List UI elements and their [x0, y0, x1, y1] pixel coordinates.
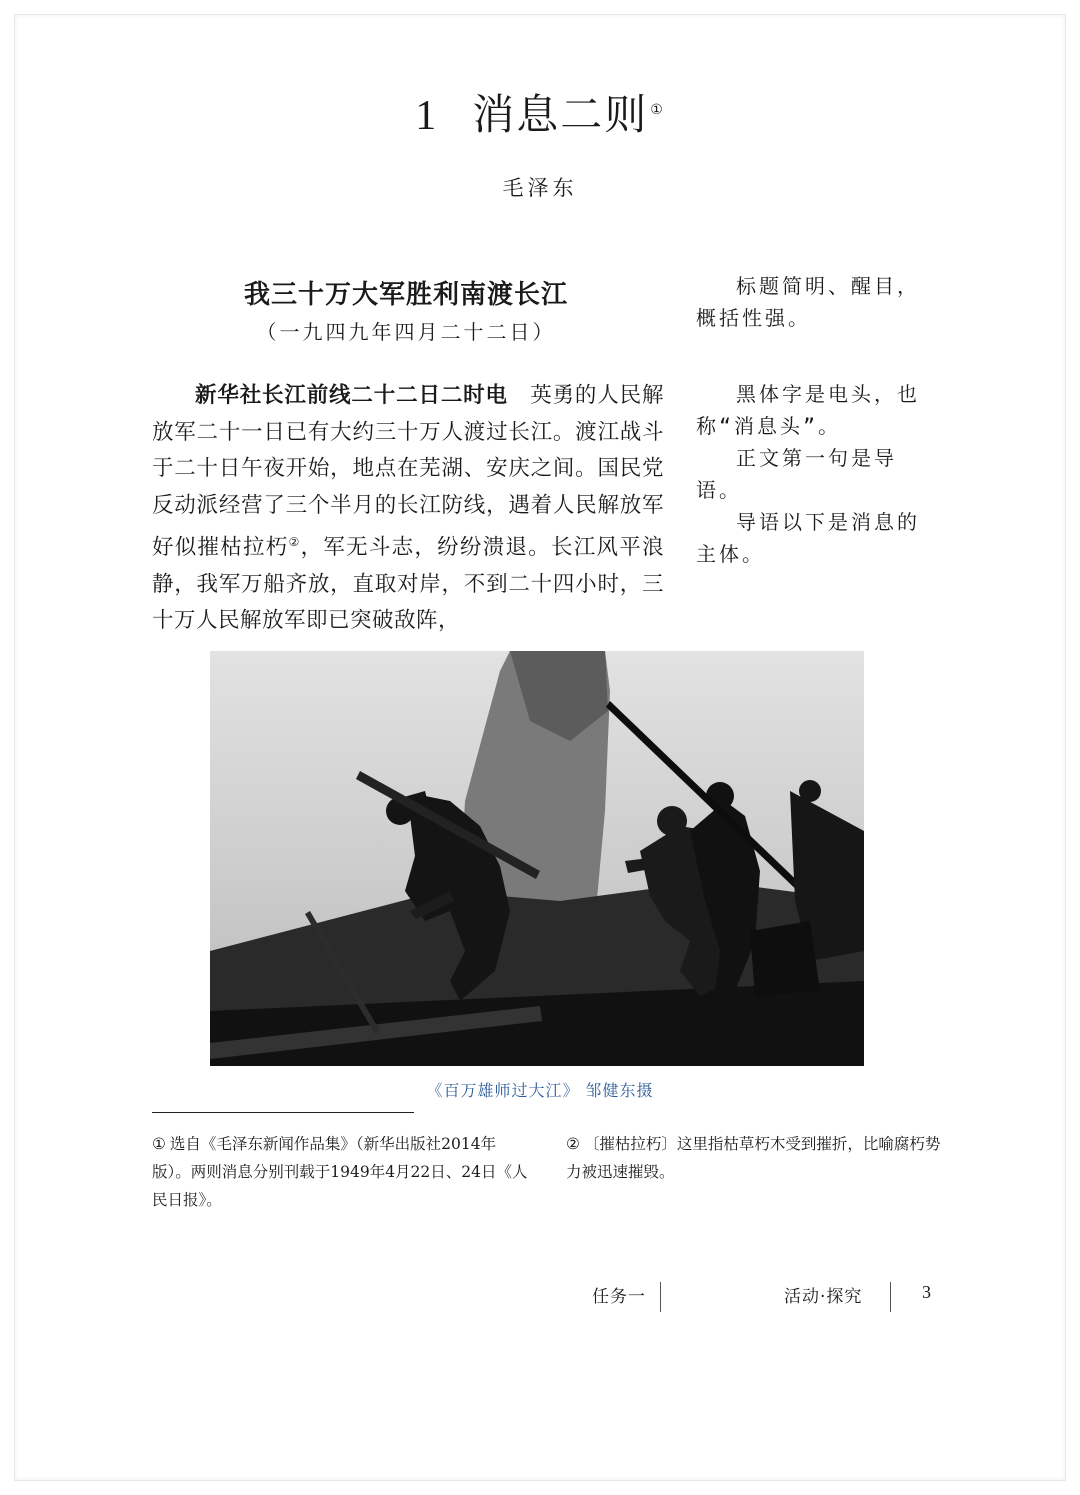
photo-caption: 《百万雄师过大江》 邹健东摄	[426, 1081, 654, 1100]
news-body-part1: 英勇的人民解放军二十一日已有大约三十万人渡过长江。渡江战斗于二十日午夜开始，地点在芜湖、安庆之间。国民党反动派经营了三个半月的长江防线，遇着人民解放军好似摧枯拉朽	[152, 383, 664, 561]
footer-divider	[890, 1282, 891, 1312]
news-date: （一九四九年四月二十二日）	[256, 320, 556, 344]
footnote-text: 选自《毛泽东新闻作品集》（新华出版社2014年版）。两则消息分别刊载于1949年4月22日、24日《人民日报》。	[152, 1135, 528, 1209]
footnote-mark: ①	[152, 1135, 166, 1153]
side-note: 黑体字是电头，也称“消息头”。	[696, 382, 920, 438]
lesson-number: 1	[415, 93, 439, 139]
footnote-text: 〔摧枯拉朽〕这里指枯草朽木受到摧折，比喻腐朽势力被迅速摧毁。	[566, 1135, 941, 1181]
side-annotations	[696, 270, 932, 570]
page-number: 3	[922, 1282, 932, 1302]
footnote-mark: ②	[566, 1135, 580, 1153]
author: 毛泽东	[502, 176, 578, 200]
news-headline: 我三十万大军胜利南渡长江	[243, 280, 568, 310]
footer-divider	[660, 1282, 661, 1312]
body-footnote-mark[interactable]: ②	[288, 535, 301, 549]
footer-task-label: 任务一	[592, 1287, 646, 1307]
side-note: 标题简明、醒目，概括性强。	[696, 274, 920, 330]
news-dateline: 新华社长江前线二十二日二时电	[195, 383, 508, 408]
news-body	[152, 378, 664, 640]
photo-illustration	[210, 651, 864, 1066]
news-body-part2: ，军无斗志，纷纷溃退。长江风平浪静，我军万船齐放，直取对岸，不到二十四小时，三十万人民解放军即已突破敌阵，	[152, 535, 664, 634]
title-footnote-mark[interactable]: ①	[650, 102, 665, 118]
lesson-title	[0, 82, 1080, 142]
footnote-1	[152, 1130, 530, 1214]
footer-activity-label: 活动·探究	[784, 1287, 863, 1307]
side-note: 导语以下是消息的主体。	[696, 510, 920, 566]
historical-photo	[210, 651, 864, 1066]
footnote-divider	[152, 1112, 414, 1113]
lesson-title-text: 消息二则	[472, 90, 649, 139]
footnote-2	[566, 1130, 946, 1186]
side-note: 正文第一句是导语。	[696, 446, 897, 502]
